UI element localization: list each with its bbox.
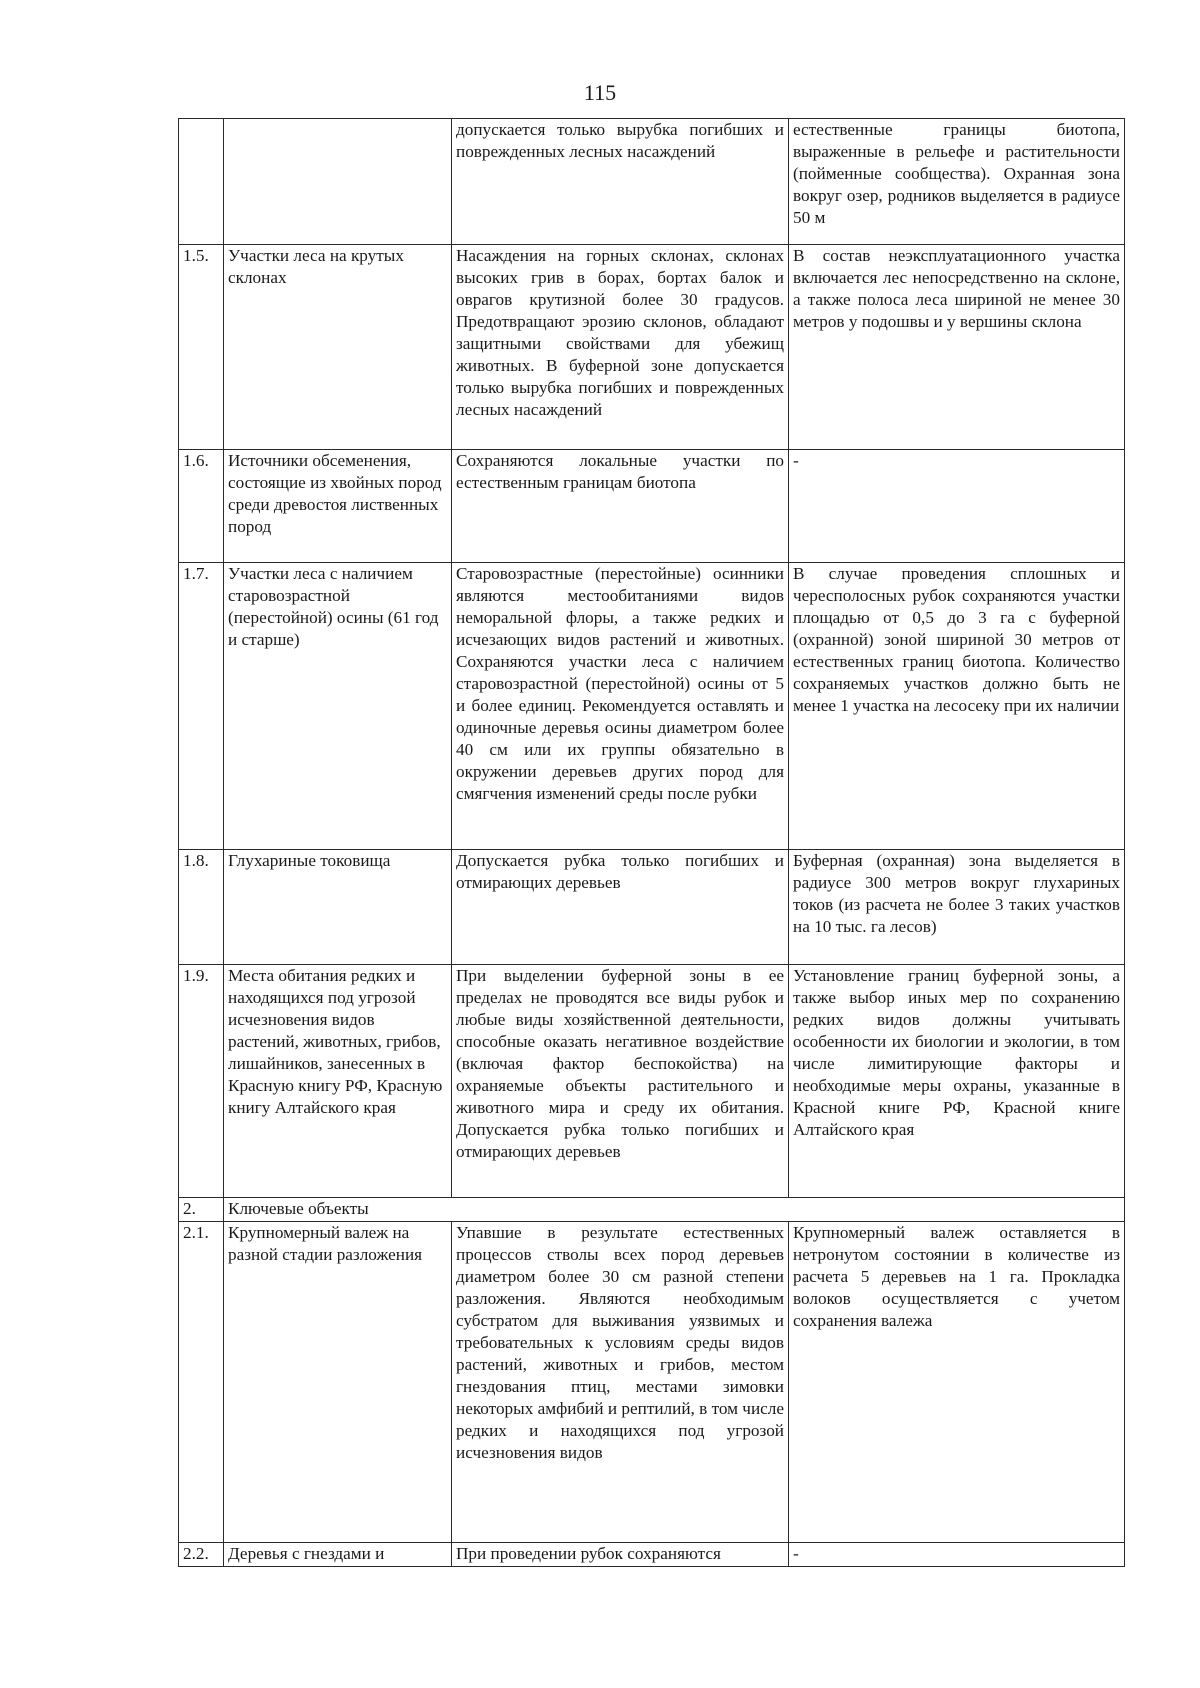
table-row — [179, 1543, 1125, 1567]
note-cell: В случае проведения сплошных и чересполосных рубок сохраняются участки площадью от 0,5 до 3 га с буферной (охранной) зоной шириной 30 метров от естественных границ биотопа. Количество сохраняемых участков должно быть не менее 1 участка на лесосеку при их наличии — [789, 563, 1125, 850]
section-number: 2. — [179, 1198, 224, 1222]
row-number — [179, 119, 224, 245]
row-number: 1.6. — [179, 450, 224, 563]
row-number: 1.7. — [179, 563, 224, 850]
measures-cell: Допускается рубка только погибших и отмирающих деревьев — [452, 850, 789, 965]
note-cell: естественные границы биотопа, выраженные в рельефе и растительности (пойменные сообщества). Охранная зона вокруг озер, родников выделяется в радиусе 50 м — [789, 119, 1125, 245]
measures-cell: допускается только вырубка погибших и поврежденных лесных насаждений — [452, 119, 789, 245]
object-cell: Источники обсеменения, состоящие из хвойных пород среди древостоя лиственных пород — [224, 450, 452, 563]
measures-cell: При выделении буферной зоны в ее пределах не проводятся все виды рубок и любые виды хозяйственной деятельности, способные оказать негативное воздействие (включая фактор беспокойства) на охраняемые объекты растительного и животного мира и среду их обитания. Допускается рубка только погибших и отмирающих деревьев — [452, 965, 789, 1198]
measures-table — [178, 118, 1125, 1567]
row-number: 2.1. — [179, 1222, 224, 1543]
row-number: 1.8. — [179, 850, 224, 965]
row-number: 1.5. — [179, 245, 224, 450]
object-cell — [224, 119, 452, 245]
table-row — [179, 850, 1125, 965]
note-cell: Буферная (охранная) зона выделяется в радиусе 300 метров вокруг глухариных токов (из расчета не более 3 таких участков на 10 тыс. га лесов) — [789, 850, 1125, 965]
measures-cell: Сохраняются локальные участки по естественным границам биотопа — [452, 450, 789, 563]
measures-cell: При проведении рубок сохраняются — [452, 1543, 789, 1567]
page-number: 115 — [583, 80, 617, 105]
table-row — [179, 1222, 1125, 1543]
object-cell: Участки леса на крутых склонах — [224, 245, 452, 450]
row-number: 1.9. — [179, 965, 224, 1198]
note-cell: В состав неэксплуатационного участка включается лес непосредственно на склоне, а также полоса леса шириной не менее 30 метров у подошвы и у вершины склона — [789, 245, 1125, 450]
object-cell: Глухариные токовища — [224, 850, 452, 965]
table-row — [179, 245, 1125, 450]
table-row — [179, 563, 1125, 850]
table-row — [179, 965, 1125, 1198]
table-row — [179, 450, 1125, 563]
object-cell: Деревья с гнездами и — [224, 1543, 452, 1567]
note-cell: Крупномерный валеж оставляется в нетронутом состоянии в количестве из расчета 5 деревьев на 1 га. Прокладка волоков осуществляется с учетом сохранения валежа — [789, 1222, 1125, 1543]
table-row — [179, 119, 1125, 245]
section-title: Ключевые объекты — [224, 1198, 1125, 1222]
object-cell: Участки леса с наличием старовозрастной (перестойной) осины (61 год и старше) — [224, 563, 452, 850]
measures-cell: Упавшие в результате естественных процессов стволы всех пород деревьев диаметром более 30 см разной степени разложения. Являются необходимым субстратом для выживания уязвимых и требовательных к условиям среды видов растений, животных и грибов, местом гнездования птиц, местами зимовки некоторых амфибий и рептилий, в том числе редких и находящихся под угрозой исчезновения видов — [452, 1222, 789, 1543]
note-cell: - — [789, 1543, 1125, 1567]
row-number: 2.2. — [179, 1543, 224, 1567]
measures-cell: Насаждения на горных склонах, склонах высоких грив в борах, бортах балок и оврагов крутизной более 30 градусов. Предотвращают эрозию склонов, обладают защитными свойствами для убежищ животных. В буферной зоне допускается только вырубка погибших и поврежденных лесных насаждений — [452, 245, 789, 450]
section-row — [179, 1198, 1125, 1222]
note-cell: - — [789, 450, 1125, 563]
object-cell: Крупномерный валеж на разной стадии разложения — [224, 1222, 452, 1543]
measures-cell: Старовозрастные (перестойные) осинники являются местообитаниями видов неморальной флоры, а также редких и исчезающих видов растений и животных. Сохраняются участки леса с наличием старовозрастной (перестойной) осины от 5 и более единиц. Рекомендуется оставлять и одиночные деревья осины диаметром более 40 см или их группы обязательно в окружении деревьев других пород для смягчения изменений среды после рубки — [452, 563, 789, 850]
note-cell: Установление границ буферной зоны, а также выбор иных мер по сохранению редких видов должны учитывать особенности их биологии и экологии, в том числе лимитирующие факторы и необходимые меры охраны, указанные в Красной книге РФ, Красной книге Алтайского края — [789, 965, 1125, 1198]
object-cell: Места обитания редких и находящихся под угрозой исчезновения видов растений, животных, грибов, лишайников, занесенных в Красную книгу РФ, Красную книгу Алтайского края — [224, 965, 452, 1198]
